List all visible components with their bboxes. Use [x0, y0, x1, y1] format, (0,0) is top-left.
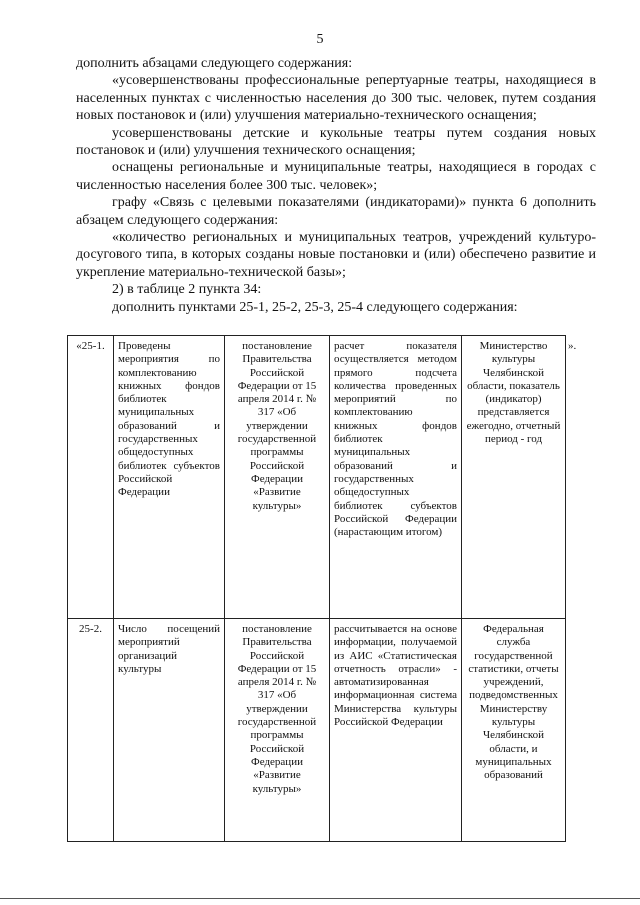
paragraph: дополнить пунктами 25-1, 25-2, 25-3, 25-4 следующего содержания: — [112, 299, 518, 315]
table-row — [68, 619, 600, 842]
closing-quote — [566, 619, 600, 842]
paragraph: 2) в таблице 2 пункта 34: — [112, 282, 262, 298]
table-row — [68, 336, 600, 619]
paragraph: дополнить абзацами следующего содержания: — [76, 56, 353, 71]
paragraph: «усовершенствованы профессиональные репертуарные театры, находящиеся в населенных пунктах с численностью населения до 300 тыс. человек, путем создания новых постановок и (или) улучшения материально-технического оснащения; — [76, 73, 596, 124]
body-text — [76, 55, 596, 316]
paragraph: оснащены региональные и муниципальные театры, находящиеся в городах с численностью населения более 300 тыс. человек»; — [76, 160, 596, 193]
responsible-cell: Федеральная служба государственной статистики, отчеты учреждений, подведомственных Министерству культуры Челябинской области, и муниципальных образований — [462, 619, 566, 842]
page-bottom-edge — [0, 898, 640, 899]
document-cell: постановление Правительства Российской Федерации от 15 апреля 2014 г. № 317 «Об утверждении государственной программы Российской Федерации «Развитие культуры» — [225, 619, 330, 842]
indicators-table — [67, 335, 600, 842]
page-number: 5 — [316, 32, 324, 47]
method-cell: рассчитывается на основе информации, получаемой из АИС «Статистическая отчетность отрасли» - автоматизированная информационная система Министерства культуры Российской Федерации — [330, 619, 462, 842]
paragraph: «количество региональных и муниципальных театров, учреждений культуро-досугового типа, в которых созданы новые постановки и (или) обеспечено развитие и укрепление материально-технической базы»; — [76, 230, 596, 280]
paragraph: графу «Связь с целевыми показателями (индикаторами)» пункта 6 дополнить абзацем следующего содержания: — [76, 195, 596, 228]
indicator-name-cell: Проведены мероприятия по комплектованию книжных фондов библиотек муниципальных образований и государственных общедоступных библиотек субъектов Российской Федерации — [114, 336, 225, 619]
paragraph: усовершенствованы детские и кукольные театры путем создания новых постановок и (или) улучшения технического оснащения; — [76, 125, 596, 159]
method-cell: расчет показателя осуществляется методом прямого подсчета количества проведенных мероприятий по комплектованию книжных фондов библиотек муниципальных образований и государственных общедоступных библиотек субъектов Российской Федерации (нарастающим итогом) — [330, 336, 462, 619]
indicator-name-cell: Число посещений мероприятий организаций культуры — [114, 619, 225, 842]
row-number-cell: 25-2. — [68, 619, 114, 842]
responsible-cell: Министерство культуры Челябинской области, показатель (индикатор) представляется ежегодно, отчетный период - год — [462, 336, 566, 619]
document-cell: постановление Правительства Российской Федерации от 15 апреля 2014 г. № 317 «Об утверждении государственной программы Российской Федерации «Развитие культуры» — [225, 336, 330, 619]
row-number-cell: «25-1. — [68, 336, 114, 619]
closing-quote: ». — [568, 339, 577, 352]
